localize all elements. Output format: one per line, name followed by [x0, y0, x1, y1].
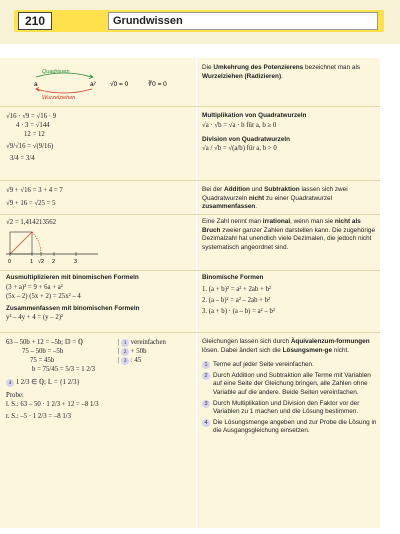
rule-formula: √a · √b = √a · b für a, b ≥ 0 [202, 121, 277, 129]
root-rules-text [202, 112, 378, 153]
tick-label: 3 [74, 259, 78, 265]
operation-step: | 1 vereinfachen [118, 339, 166, 346]
example-heading: Zusammenfassen mit binomischen Formeln [6, 304, 140, 312]
equation-line: 75 = 45b [30, 357, 55, 364]
example-line: √9 + √16 = 3 + 4 = 7 [6, 187, 63, 194]
equation-line: b = 75/45 = 5/3 = 1 2/3 [32, 366, 96, 373]
example-line: 12 = 12 [24, 131, 45, 138]
root-label: Wurzelziehen [42, 95, 76, 101]
row-divider [0, 180, 380, 181]
row-divider [0, 270, 380, 271]
example-line: √16 · √9 = √16 · 9 [6, 113, 57, 120]
example-line: 3/4 = 3/4 [10, 155, 35, 162]
rule-heading: Division von Quadratwurzeln [202, 135, 291, 143]
tick-label: 0 [8, 259, 12, 265]
check-right-side: r. S.: –5 · 1 2/3 = –8 1/3 [6, 413, 72, 420]
example-line: y² – 4y + 4 = (y – 2)² [6, 314, 64, 322]
irrational-example [6, 218, 192, 268]
procedure-step: 3 Durch Multiplikation und Division den Faktor vor der Variablen zu 1 machen und die Lösung bestimmen. [202, 400, 378, 417]
binomial-formulas [202, 274, 378, 316]
equation-intro: Gleichungen lassen sich durch Äquivalenzum-formungen lösen. Dabei ändert sich die Lösungsmen-ge nicht. [202, 338, 370, 354]
row-divider [0, 214, 380, 215]
example-heading: Ausmultiplizieren mit binomischen Formeln [6, 274, 139, 281]
diagonal [10, 232, 32, 254]
power-root-arrows [6, 64, 192, 102]
section-title: Grundwissen [108, 12, 378, 30]
sqrt2-value: √2 = 1,414213562 [6, 219, 57, 226]
rule-formula: √a / √b = √(a/b) für a, b > 0 [202, 145, 277, 153]
rule-heading: Multiplikation von Quadratwurzeln [202, 112, 307, 119]
example-line: (5x – 2) (5x + 2) = 25x² – 4 [6, 292, 81, 300]
binomial-examples [6, 274, 192, 322]
addition-examples [6, 186, 192, 208]
power-root-diagram [6, 64, 192, 102]
example-line: (3 + a)² = 9 + 6a + a² [6, 283, 63, 291]
irrational-definition: Eine Zahl nennt man irrational, wenn man sie nicht als Bruch zweier ganzer Zahlen darstellen kann. Die zugehörige Dezimalzahl hat unendlich viele Dezimalen, die jedoch nicht systematisch angeordnet sind. [202, 218, 375, 251]
tick-label: 2 [52, 259, 56, 265]
formula-heading: Binomische Formen [202, 274, 264, 281]
example-line: √9/√16 = √(9/16) [6, 143, 54, 150]
formula-item: 3. (a + b) · (a – b) = a² – b² [202, 307, 275, 315]
squaring-label: Quadrieren [42, 69, 70, 75]
header-bar [0, 0, 400, 44]
equation-line: 75 – 50b = –5b [22, 348, 64, 355]
root-definition-text: Die Umkehrung des Potenzierens bezeichnet man als Wurzelziehen (Radizieren). [202, 64, 361, 80]
check-heading: Probe: [6, 392, 24, 399]
tick-label: 1 [30, 259, 34, 265]
operation-step: | 2 + 50b [118, 348, 147, 355]
page-number: 210 [18, 12, 52, 30]
procedure-step: 1 Terme auf jeder Seite vereinfachen. [202, 361, 378, 370]
formula-item: 2. (a – b)² = a² – 2ab + b² [202, 296, 271, 304]
operation-step: | 3 : 45 [118, 357, 142, 364]
example-line: √9 + 16 = √25 = 5 [6, 200, 56, 207]
equation-rules [202, 338, 378, 436]
check-left-side: l. S.: 63 – 50 · 1 2/3 + 12 = –8 1/3 [6, 401, 99, 408]
row-divider [0, 106, 380, 107]
compass-arc [32, 232, 41, 254]
sqrt-zero: √0 = 0 [110, 81, 129, 88]
row-divider [0, 332, 380, 333]
sqrt2-number-line [6, 228, 116, 268]
base-a: a [34, 81, 38, 88]
root-rules-examples [6, 112, 192, 163]
equation-line: 63 – 50b + 12 = –5b; 𝔻 = ℚ [6, 339, 83, 346]
power-a2: a² [90, 81, 96, 88]
equation-example [6, 338, 192, 421]
procedure-step: 4 Die Lösungsmenge angeben und zur Probe die Lösung in die Ausgangsgleichung einsetzen. [202, 419, 378, 436]
cbrt-zero: ∛0 = 0 [148, 81, 167, 88]
formula-item: 1. (a + b)² = a² + 2ab + b² [202, 285, 272, 293]
addition-rule-text: Bei der Addition und Subtraktion lassen sich zwei Quadratwurzeln nicht zu einer Quadratwurzel zusammenfassen. [202, 186, 348, 211]
example-line: 4 · 3 = √144 [16, 122, 50, 129]
root-arrow [36, 89, 92, 93]
solution-line: 4 1 2/3 ∈ ℚ; 𝕃 = {1 2/3} [6, 378, 192, 387]
tick-label: √2 [38, 259, 45, 265]
procedure-step: 2 Durch Addition und Subtraktion alle Terme mit Variablen auf eine Seite der Gleichung bringen, alle Zahlen ohne Variable auf die andere. Beide Seiten vereinfachen. [202, 372, 378, 398]
